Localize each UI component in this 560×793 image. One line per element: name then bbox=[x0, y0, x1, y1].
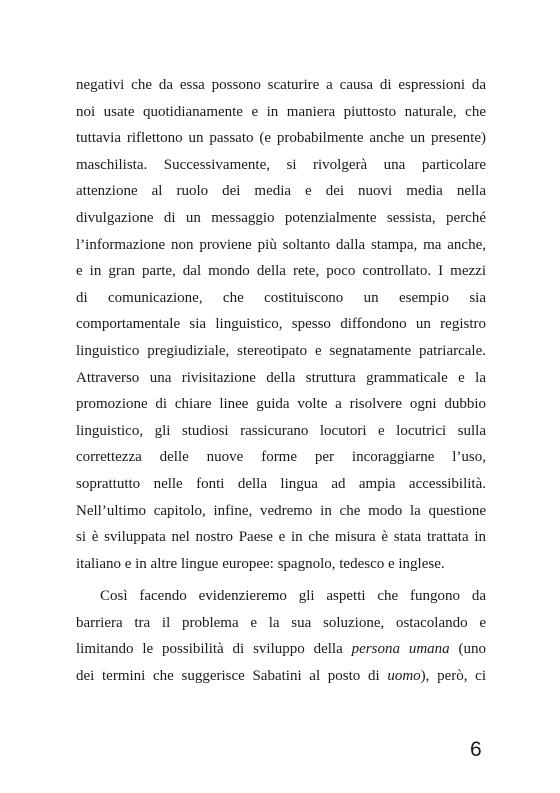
text-line: di comunicazione, che costituiscono un esempio sia bbox=[76, 289, 486, 306]
italic-term: uomo bbox=[387, 668, 421, 685]
text-line: linguistico, gli studiosi rassicurano locutori e locutrici sulla bbox=[76, 422, 486, 439]
text-line bbox=[76, 663, 486, 690]
text-line: soprattutto nelle fonti della lingua ad ampia accessibilità. bbox=[76, 475, 486, 492]
text-run: (uno bbox=[449, 641, 487, 658]
text-line: linguistico pregiudiziale, stereotipato e segnatamente patriarcale. bbox=[76, 342, 486, 359]
text-line: noi usate quotidianamente e in maniera piuttosto naturale, che bbox=[76, 103, 486, 120]
text-line: negativi che da essa possono scaturire a causa di espressioni da bbox=[76, 77, 486, 93]
text-run: dei termini che suggerisce Sabatini al posto di bbox=[76, 668, 388, 685]
text-line: comportamentale sia linguistico, spesso diffondono un registro bbox=[76, 316, 486, 333]
text-line: si è sviluppata nel nostro Paese e in che misura è stata trattata in bbox=[76, 529, 486, 546]
text-run: ), però, ci bbox=[420, 668, 486, 685]
text-line: italiano e in altre lingue europee: spagnolo, tedesco e inglese. bbox=[76, 555, 445, 572]
text-line: promozione di chiare linee guida volte a risolvere ogni dubbio bbox=[76, 396, 486, 413]
text-line: barriera tra il problema e la sua soluzione, ostacolando e bbox=[76, 614, 486, 631]
text-line: attenzione al ruolo dei media e dei nuovi media nella bbox=[76, 183, 486, 200]
page-number: 6 bbox=[470, 738, 482, 761]
text-line: Attraverso una rivisitazione della struttura grammaticale e la bbox=[76, 369, 486, 386]
text-line: Nell’ultimo capitolo, infine, vedremo in che modo la questione bbox=[76, 502, 486, 519]
text-line: tuttavia riflettono un passato (e probabilmente anche un presente) bbox=[76, 130, 486, 147]
text-run: limitando le possibilità di sviluppo della bbox=[76, 641, 352, 658]
text-line: e in gran parte, dal mondo della rete, poco controllato. I mezzi bbox=[76, 263, 486, 280]
text-line: maschilista. Successivamente, si rivolgerà una particolare bbox=[76, 156, 486, 173]
paragraph-1 bbox=[76, 72, 486, 577]
italic-term: persona umana bbox=[351, 641, 450, 658]
text-line: correttezza delle nuove forme per incoraggiarne l’uso, bbox=[76, 449, 486, 466]
text-line bbox=[76, 636, 486, 663]
text-line: l’informazione non proviene più soltanto dalla stampa, ma anche, bbox=[76, 236, 486, 253]
text-line: Così facendo evidenzieremo gli aspetti che fungono da bbox=[100, 588, 486, 605]
paragraph-2 bbox=[76, 583, 486, 689]
body-text bbox=[76, 72, 486, 690]
text-line: divulgazione di un messaggio potenzialmente sessista, perché bbox=[76, 209, 486, 226]
